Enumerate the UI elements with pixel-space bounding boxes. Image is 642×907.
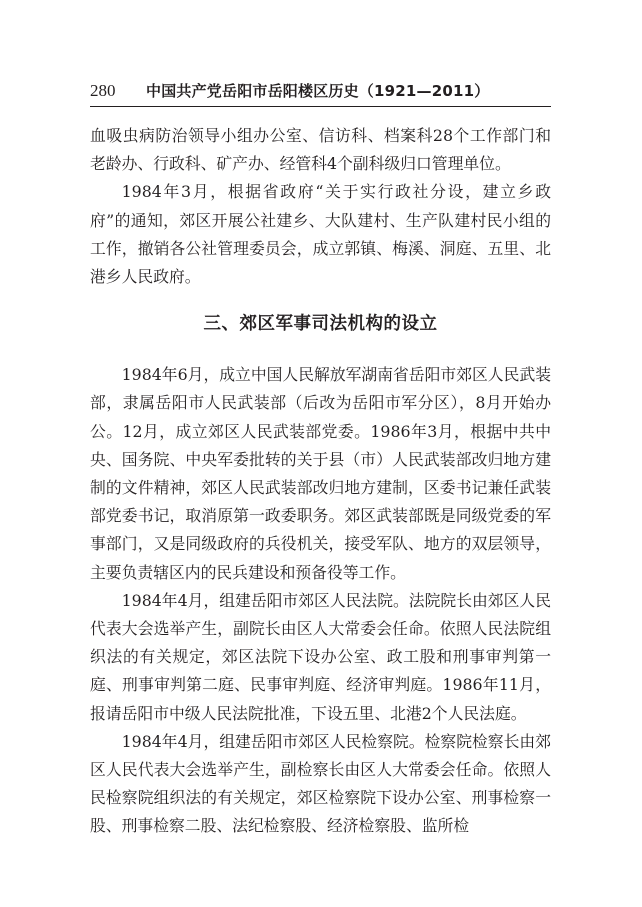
body-text [90,122,551,841]
paragraph: 1984年3月，根据省政府“关于实行政社分设，建立乡政府”的通知，郊区开展公社建乡、大队建村、生产队建村民小组的工作，撤销各公社管理委员会，成立郭镇、梅溪、洞庭、五里、北港乡人民政府。 [90,182,551,287]
paragraph: 1984年6月，成立中国人民解放军湖南省岳阳市郊区人民武装部，隶属岳阳市人民武装部（后改为岳阳市军分区），8月开始办公。12月，成立郊区人民武装部党委。1986年3月，根据中共中央、国务院、中央军委批转的关于县（市）人民武装部改归地方建制的文件精神，郊区人民武装部改归地方建制，区委书记兼任武装部党委书记，取消原第一政委职务。郊区武装部既是同级党委的军事部门，又是同级政府的兵役机关，接受军队、地方的双层领导，主要负责辖区内的民兵建设和预备役等工作。 [90,365,551,582]
header-rule [90,106,551,107]
page-number: 280 [90,81,116,100]
paragraph: 1984年4月，组建岳阳市郊区人民检察院。检察院检察长由郊区人民代表大会选举产生，副检察长由区人大常委会任命。依照人民检察院组织法的有关规定，郊区检察院下设办公室、刑事检察一股、刑事检察二股、法纪检察股、经济检察股、监所检 [90,731,551,836]
running-title: 中国共产党岳阳市岳阳楼区历史（1921—2011） [146,82,490,100]
page-header [90,80,551,102]
paragraph: 血吸虫病防治领导小组办公室、信访科、档案科28个工作部门和老龄办、行政科、矿产办、经管科4个副科级归口管理单位。 [90,126,551,174]
paragraph: 1984年4月，组建岳阳市郊区人民法院。法院院长由郊区人民代表大会选举产生，副院长由区人大常委会任命。依照人民法院组织法的有关规定，郊区法院下设办公室、政工股和刑事审判第一庭、刑事审判第二庭、民事审判庭、经济审判庭。1986年11月，报请岳阳市中级人民法院批准，下设五里、北港2个人民法庭。 [90,590,551,723]
section-title: 三、郊区军事司法机构的设立 [203,314,438,335]
